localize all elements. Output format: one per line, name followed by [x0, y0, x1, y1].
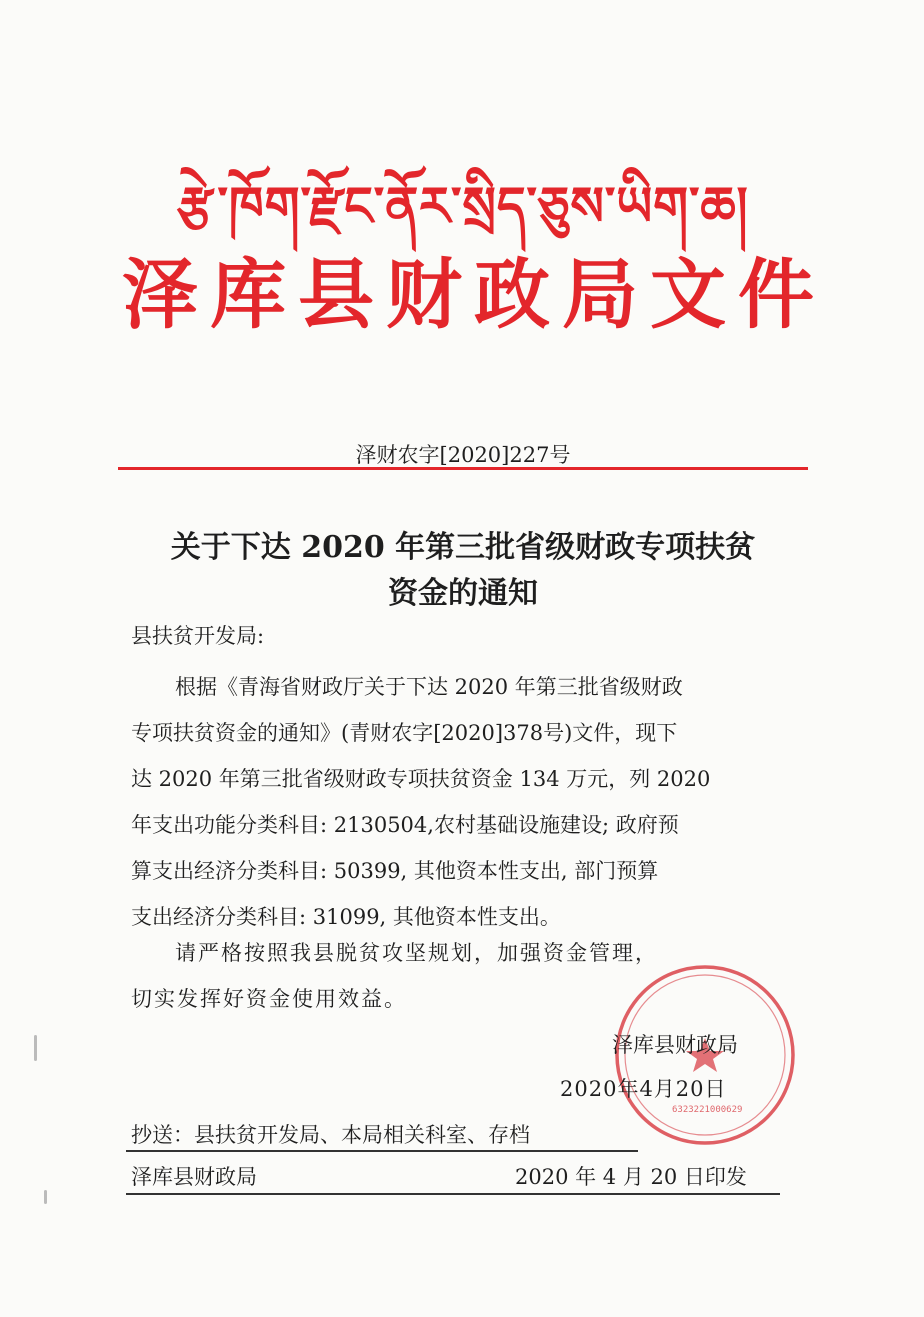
salutation: 县扶贫开发局:	[131, 624, 265, 648]
signature-date: 2020年4月20日	[560, 1077, 727, 1101]
red-divider-rule	[118, 467, 808, 470]
notice-title-line-1: 关于下达 2020 年第三批省级财政专项扶贫	[170, 530, 756, 565]
chinese-letterhead: 泽库县财政局文件	[122, 250, 826, 339]
paragraph-line: 算支出经济分类科目: 50399, 其他资本性支出, 部门预算	[131, 859, 659, 883]
scan-artifact	[44, 1190, 47, 1204]
signature-org: 泽库县财政局	[612, 1033, 738, 1057]
paragraph-line: 达 2020 年第三批省级财政专项扶贫资金 134 万元，列 2020	[131, 767, 711, 791]
footer-issue-date: 2020 年 4 月 20 日印发	[515, 1165, 747, 1189]
cc-underline	[126, 1150, 638, 1152]
body-paragraph-1	[131, 664, 791, 940]
seal-code-text: 6323221000629	[672, 1105, 743, 1115]
notice-title-line-2: 资金的通知	[388, 576, 538, 611]
tibetan-letterhead: རྩེ་ཁོག་རྫོང་ནོར་སྲིད་ཅུས་ཡིག་ཆ།	[177, 175, 749, 238]
footer-underline	[126, 1193, 780, 1195]
paragraph-line: 专项扶贫资金的通知》(青财农字[2020]378号)文件，现下	[131, 721, 678, 745]
paragraph-line: 年支出功能分类科目: 2130504,农村基础设施建设; 政府预	[131, 813, 679, 837]
notice-title	[118, 525, 808, 617]
scan-artifact	[34, 1035, 37, 1061]
document-number: 泽财农字[2020]227号	[355, 443, 571, 467]
paragraph-line: 支出经济分类科目: 31099, 其他资本性支出。	[131, 905, 561, 929]
footer-issuer: 泽库县财政局	[131, 1165, 257, 1189]
paragraph-line: 请严格按照我县脱贫攻坚规划，加强资金管理，	[175, 941, 658, 965]
cc-distribution: 抄送：县扶贫开发局、本局相关科室、存档	[131, 1123, 530, 1147]
paragraph-line: 根据《青海省财政厅关于下达 2020 年第三批省级财政	[175, 675, 683, 699]
paragraph-line: 切实发挥好资金使用效益。	[131, 987, 407, 1011]
